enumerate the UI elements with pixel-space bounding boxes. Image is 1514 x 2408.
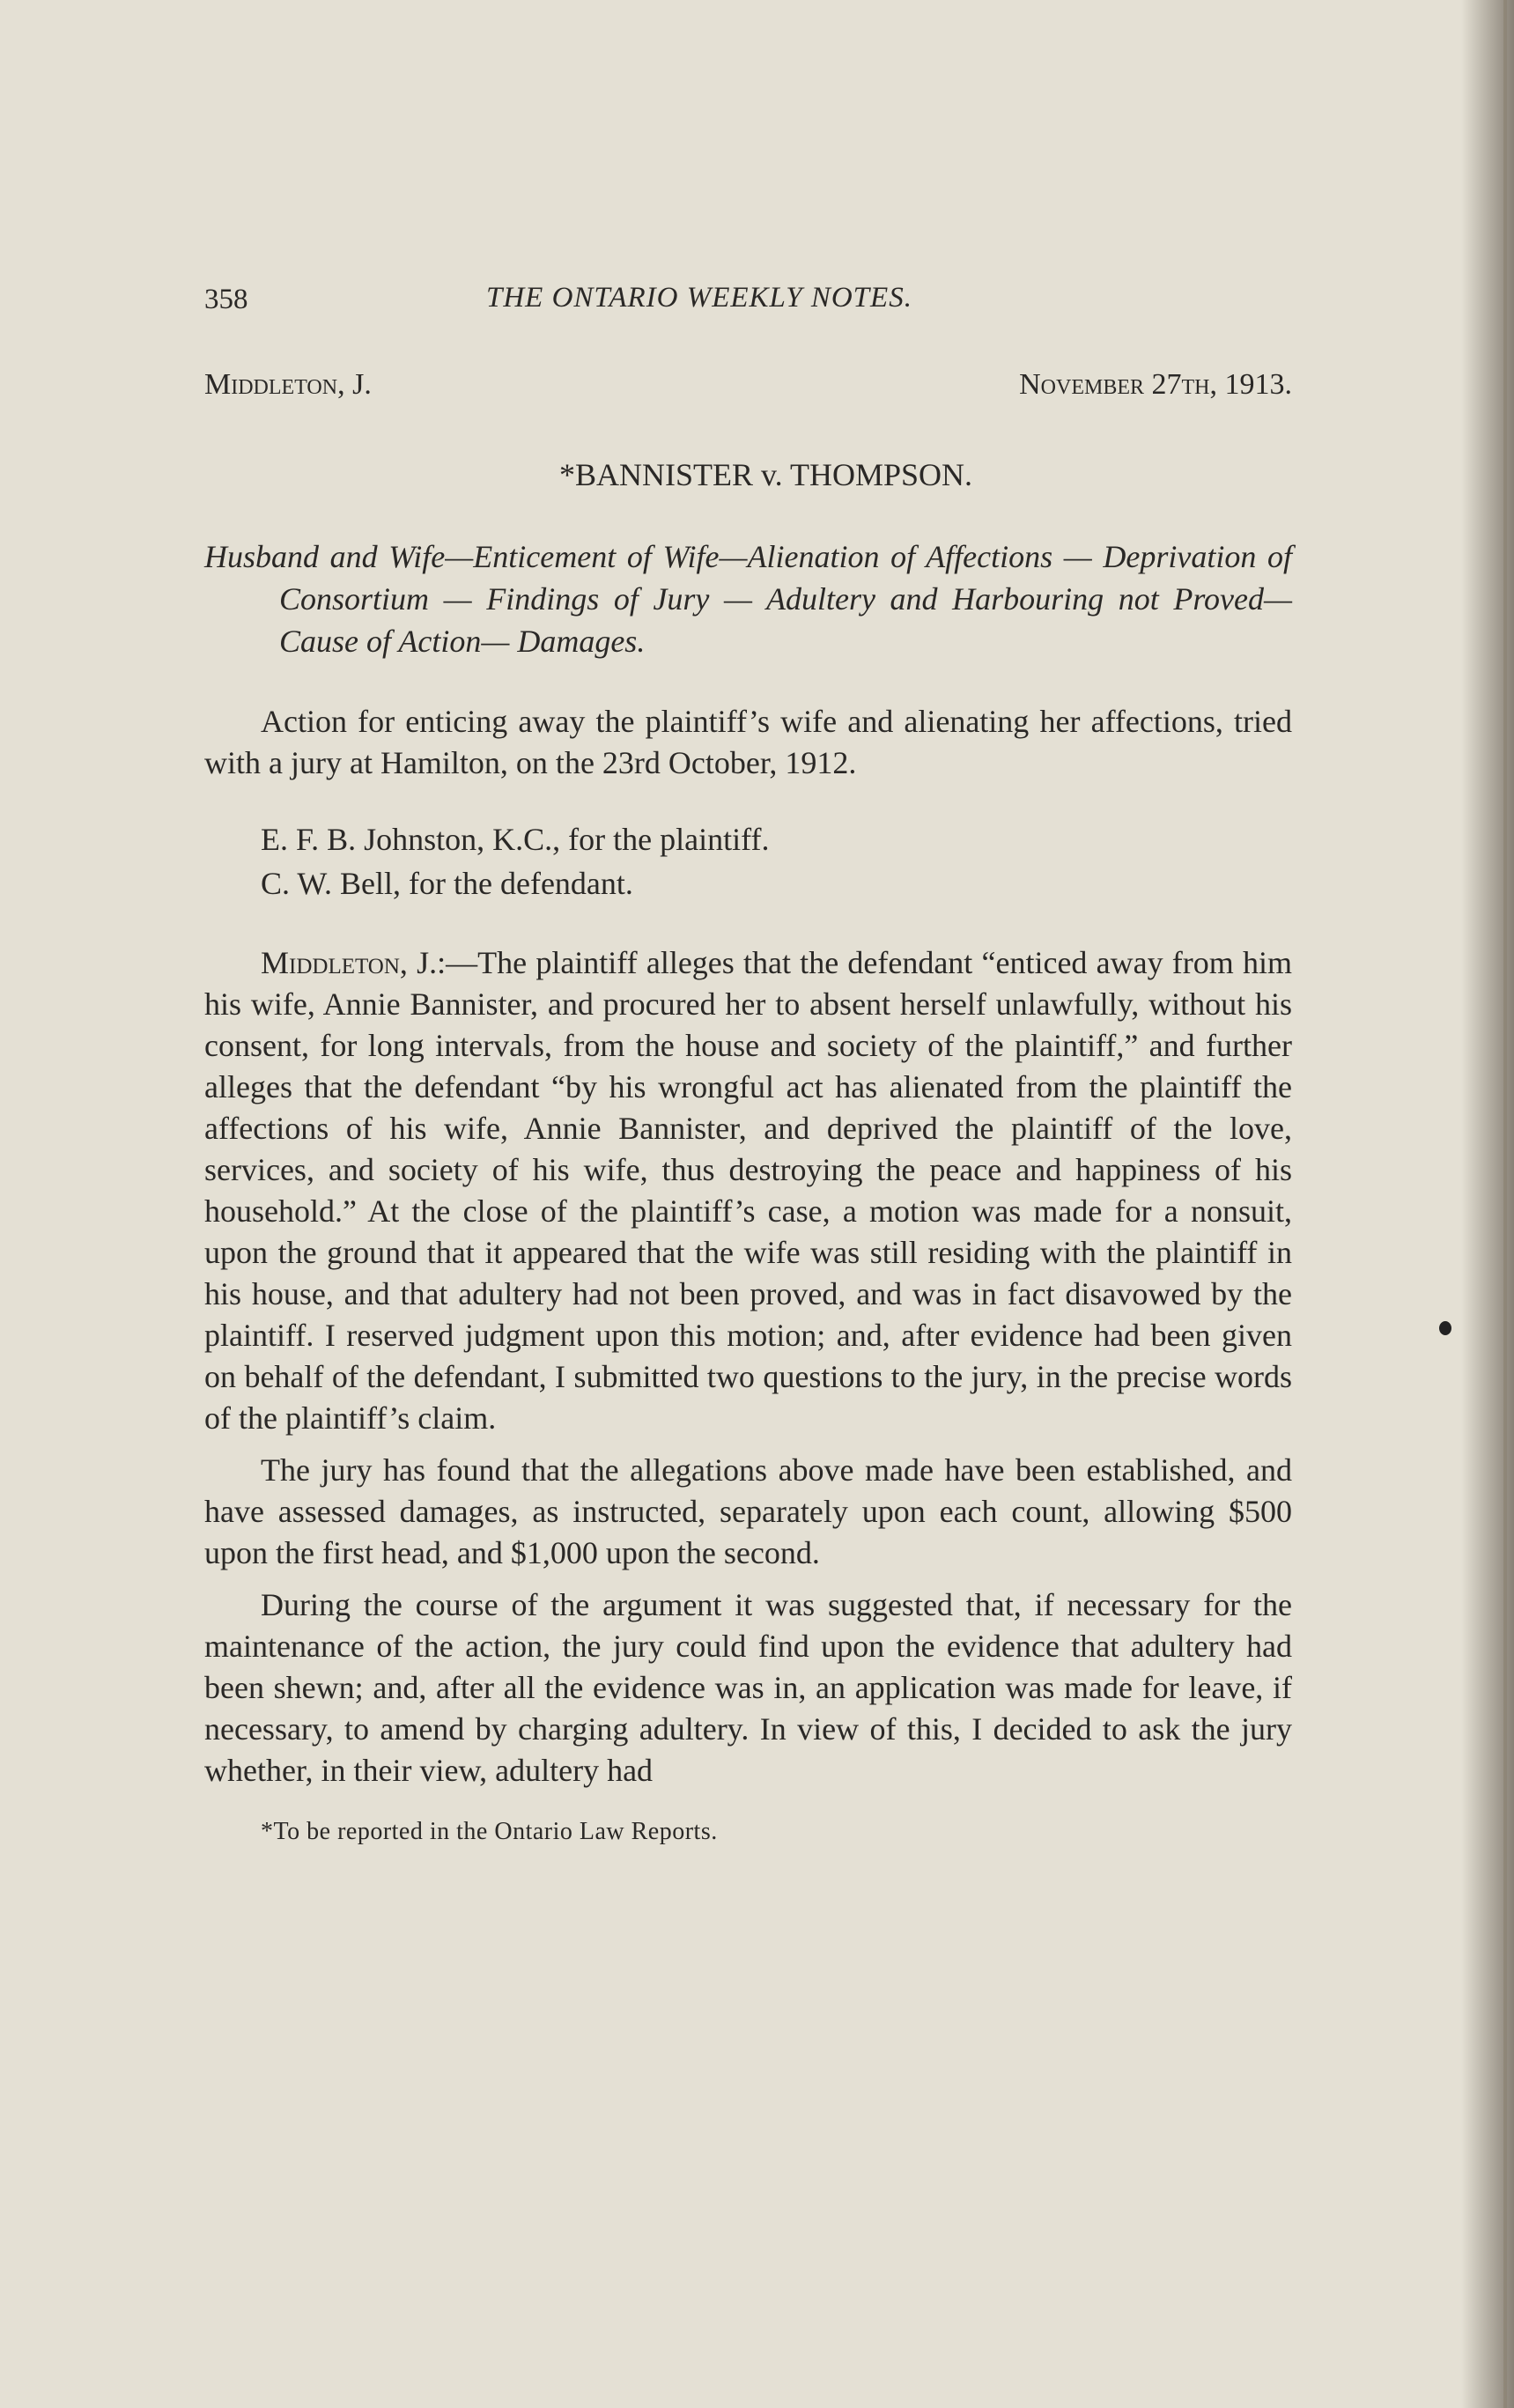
decision-date: November 27th, 1913. [1019,368,1292,401]
judge-name: Middleton, J. [204,368,372,401]
running-header [204,264,1292,326]
judgment-judge-name: Middleton, J. [261,945,438,980]
ink-speck [1439,1321,1451,1335]
headnote: Husband and Wife—Enticement of Wife—Alienation of Affections — Deprivation of Consortium — Findings of Jury — Adultery and Harbouring not Proved—Cause of Action— Damages. [204,539,1292,659]
counsel-defendant: C. W. Bell, for the defendant. [261,866,633,901]
page-number: 358 [204,284,248,315]
judgment-paragraph-2: The jury has found that the allegations above made have been established, and have assessed damages, as instructed, separately upon each count, allowing $500 upon the first head, and $1,000 upon the second. [204,1452,1292,1570]
case-judge-date-line [204,368,1292,447]
judgment-paragraph-1-text: :—The plaintiff alleges that the defendant “enticed away from him his wife, Annie Bannister, and procured her to absent herself unlawfully, without his consent, for long intervals, from the house and society of the plaintiff,” and further alleges that the defendant “by his wrongful act has alienated from the plaintiff the affections of his wife, Annie Bannister, and deprived the plaintiff of the love, services, and society of his wife, thus destroying the peace and happiness of his household.” At the close of the plaintiff’s case, a motion was made for a nonsuit, upon the ground that it appeared that the wife was still residing with the plaintiff in his house, and that adultery had not been proved, and was in fact disavowed by the plaintiff. I reserved judgment upon this motion; and, after evidence had been given on behalf of the defendant, I submitted two questions to the jury, in the precise words of the plaintiff’s claim. [204,945,1292,1436]
counsel-list [204,817,1292,905]
judgment-paragraph-1 [204,942,1292,1439]
footnote: *To be reported in the Ontario Law Reports. [261,1818,718,1845]
intro-paragraph: Action for enticing away the plaintiff’s wife and alienating her affections, tried with a jury at Hamilton, on the 23rd October, 1912. [204,704,1292,780]
judgment-paragraph-3: During the course of the argument it was suggested that, if necessary for the maintenance of the action, the jury could find upon the evidence that adultery had been shewn; and, after all the evidence was in, an application was made for leave, if necessary, to amend by charging adultery. In view of this, I decided to ask the jury whether, in their view, adultery had [204,1587,1292,1788]
document-page [204,264,1292,1846]
counsel-plaintiff: E. F. B. Johnston, K.C., for the plaintiff. [261,822,770,857]
journal-title: THE ONTARIO WEEKLY NOTES. [486,282,912,314]
case-title: *BANNISTER v. THOMPSON. [558,457,973,492]
page-edge [1503,0,1507,2408]
